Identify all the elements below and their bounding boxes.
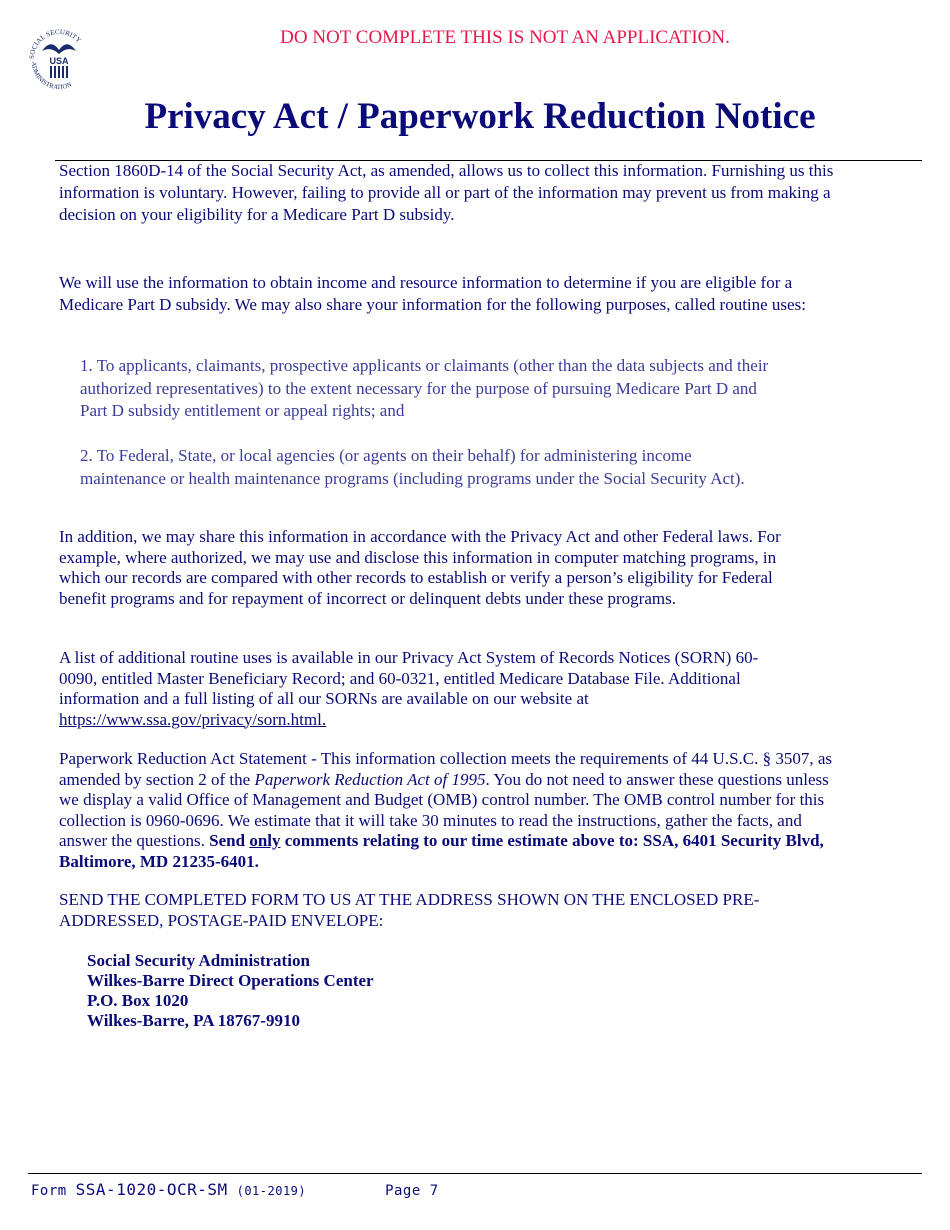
sharing-paragraph: In addition, we may share this information in accordance with the Privacy Act and other Federal laws. For example, where authorized, we may use and disclose this information in computer matching programs, in which our records are compared with other records to establish or verify a person’s eligibility for Federal benefit programs and for repayment of incorrect or delinquent debts under these programs. — [59, 527, 781, 608]
comments-address: comments relating to our time estimate above to: SSA, 6401 Security Blvd, Baltimore, MD 21235-6401. — [59, 831, 824, 871]
paperwork-paragraph — [59, 749, 834, 872]
send-instructions: SEND THE COMPLETED FORM TO US AT THE ADDRESS SHOWN ON THE ENCLOSED PRE-ADDRESSED, POSTAGE-PAID ENVELOPE: — [59, 890, 760, 930]
use-paragraph: We will use the information to obtain income and resource information to determine if you are eligible for a Medicare Part D subsidy. We may also share your information for the following purposes, called routine uses: — [59, 273, 806, 314]
mailing-address — [87, 951, 374, 1031]
svg-text:SOCIAL SECURITY: SOCIAL SECURITY — [27, 27, 83, 60]
page-title: Privacy Act / Paperwork Reduction Notice — [144, 96, 816, 137]
address-line: Social Security Administration — [87, 951, 310, 970]
authority-paragraph: Section 1860D-14 of the Social Security Act, as amended, allows us to collect this information. Furnishing us this information is voluntary. However, failing to provide all or part of the information may prevent us from making a decision on your eligibility for a Medicare Part D subsidy. — [59, 161, 834, 224]
send-text: Send — [209, 831, 250, 850]
address-line: Wilkes-Barre Direct Operations Center — [87, 971, 374, 990]
sorn-text: A list of additional routine uses is available in our Privacy Act System of Records Notices (SORN) 60-0090, entitled Master Beneficiary Record; and 60-0321, entitled Medicare Database File. Additional information and a full listing of all our SORNs are available on our website at — [59, 648, 759, 708]
svg-text:USA: USA — [49, 56, 69, 66]
address-line: P.O. Box 1020 — [87, 991, 189, 1010]
sorn-paragraph — [59, 648, 784, 730]
not-application-warning: DO NOT COMPLETE THIS IS NOT AN APPLICATION. — [280, 27, 730, 48]
sorn-link[interactable]: https://www.ssa.gov/privacy/sorn.html. — [59, 709, 327, 729]
act-name: Paperwork Reduction Act of 1995 — [254, 769, 486, 789]
routine-use-item: 1. To applicants, claimants, prospective applicants or claimants (other than the data subjects and their authorized representatives) to the extent necessary for the purpose of pursuing Medicare Part D and Part D subsidy entitlement or appeal rights; and — [80, 356, 769, 420]
only-text: only — [249, 831, 281, 850]
form-label: Form — [31, 1183, 67, 1199]
paperwork-text: Paperwork Reduction Act Statement - This information collection meets the requirements of 44 U.S.C. § 3507, as amended by section 2 of the — [59, 749, 833, 789]
footer-divider — [28, 1173, 922, 1174]
footer — [31, 1180, 439, 1199]
svg-text:ADMINISTRATION: ADMINISTRATION — [29, 61, 73, 92]
routine-use-item: 2. To Federal, State, or local agencies (or agents on their behalf) for administering income maintenance or health maintenance programs (including programs under the Social Security Act). — [80, 446, 745, 488]
page-number: Page 7 — [385, 1183, 439, 1199]
form-date: (01-2019) — [236, 1184, 307, 1198]
address-line: Wilkes-Barre, PA 18767-9910 — [87, 1011, 300, 1030]
form-number: SSA-1020-OCR-SM — [75, 1180, 228, 1199]
paperwork-text-2: . You do not need to answer these questions unless we display a valid Office of Management and Budget (OMB) control number. The OMB control number for this collection is 0960-0696. We estimate that it will take 30 minutes to read the instructions, gather the facts, and answer the questions. — [59, 769, 829, 850]
